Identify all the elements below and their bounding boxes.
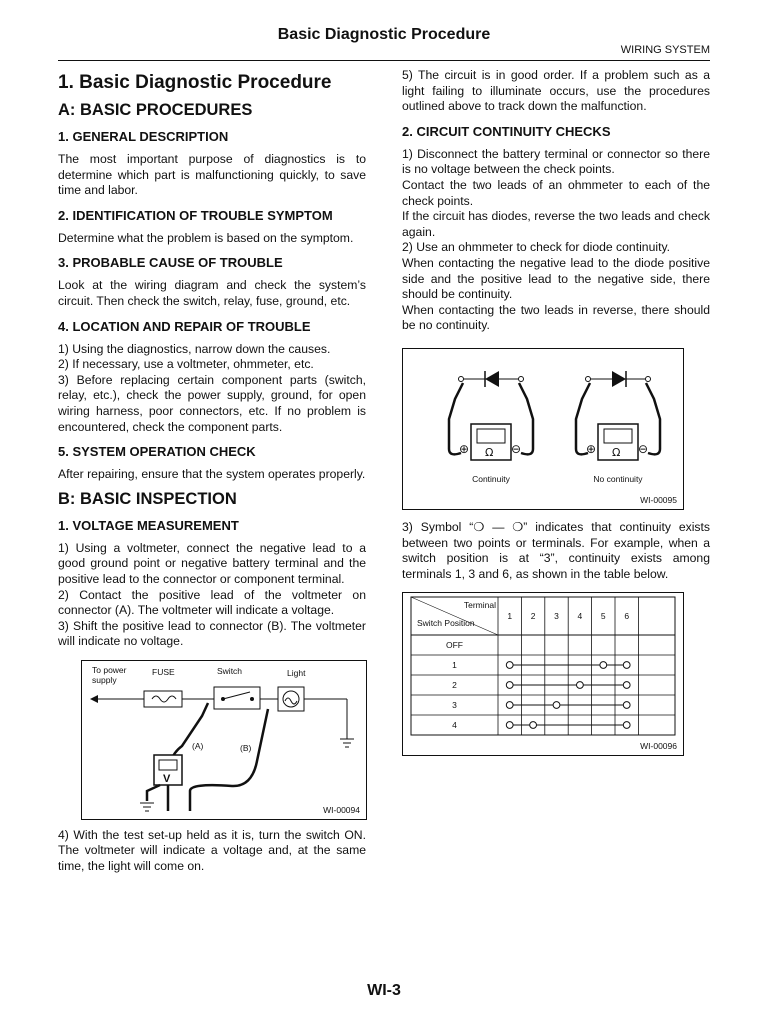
plus-terminal-icon: ⊕ (586, 441, 597, 456)
arrow-to-power-icon (90, 695, 98, 703)
terminal-number: 4 (577, 611, 583, 622)
ohm-icon: Ω (485, 445, 494, 459)
voltmeter-display (159, 760, 177, 770)
general-description-heading: 1. GENERAL DESCRIPTION (58, 129, 229, 144)
continuity-symbol-text: 3) Symbol “❍ — ❍” indicates that continuity exists between two points or terminals. For example, when a switch position is at “3”, continuity exists among terminals 1, 3 and 6, as shown in the table below. (402, 519, 710, 581)
continuity-checks-heading: 2. CIRCUIT CONTINUITY CHECKS (402, 123, 611, 139)
continuity-line: When contacting the two leads in reverse, there should be no continuity. (402, 302, 710, 333)
voltage-measurement-text (58, 541, 366, 650)
trouble-symptom-heading: 2. IDENTIFICATION OF TROUBLE SYMPTOM (58, 207, 333, 223)
fuse-icon (144, 691, 182, 707)
probable-cause-text: Look at the wiring diagram and check the system’s circuit. Then check the switch, relay, fuse, ground, etc. (58, 278, 366, 308)
diode-icon (485, 371, 499, 387)
left-column (58, 68, 366, 881)
terminal-number: 1 (507, 611, 513, 622)
switch-contact-b (250, 697, 254, 701)
connector-a-label: (A) (192, 740, 204, 751)
diode-reversed-icon (612, 371, 626, 387)
terminal-number: 3 (554, 611, 559, 622)
negative-lead (147, 785, 160, 801)
continuity-point-icon (600, 662, 607, 669)
continuity-point-icon (623, 662, 630, 669)
power-label-line1: To power (92, 664, 127, 675)
voltage-step: 1) Using a voltmeter, connect the negative lead to a good ground point or negative battery terminal and the positive lead to the connector or component terminal. (58, 540, 366, 586)
switch-on-text: 4) With the test set-up held as it is, turn the switch ON. The voltmeter will indicate a voltage and, at the same time, the light will come on. (58, 827, 366, 874)
switch-position-label: OFF (446, 640, 463, 651)
figure-id: WI-00094 (323, 804, 360, 815)
continuity-point-icon (623, 722, 630, 729)
light-label: Light (287, 667, 306, 678)
voltage-step: 3) Shift the positive lead to connector (B). The voltmeter will indicate no voltage. (58, 618, 366, 649)
system-operation-heading: 5. SYSTEM OPERATION CHECK (58, 444, 256, 460)
location-repair-heading: 4. LOCATION AND REPAIR OF TROUBLE (58, 318, 311, 334)
location-repair-line: 3) Before replacing certain component parts (switch, relay, etc.), check the power supply, ground, for open wiring harness, poor connectors, etc. If no problem is encountered, check the component parts. (58, 372, 366, 434)
fuse-label: FUSE (152, 666, 175, 677)
section-a-heading: A: BASIC PROCEDURES (58, 101, 253, 119)
continuity-line: 1) Disconnect the battery terminal or connector so there is no voltage between the check points. (402, 146, 710, 177)
continuity-line: If the circuit has diodes, reverse the two leads and check again. (402, 209, 710, 239)
trouble-symptom-text: Determine what the problem is based on the symptom. (58, 230, 354, 245)
connector-b-label: (B) (240, 742, 252, 753)
header-divider (58, 60, 710, 61)
terminal-number: 5 (600, 611, 606, 622)
voltage-measurement-heading: 1. VOLTAGE MEASUREMENT (58, 517, 239, 533)
continuity-point-icon (506, 662, 513, 669)
continuity-point-icon (623, 682, 630, 689)
light-bulb-icon (283, 691, 299, 707)
no-continuity-label: No continuity (593, 473, 643, 484)
switch-position-label: 3 (452, 700, 457, 711)
continuity-test (449, 371, 533, 484)
page-header-section: WIRING SYSTEM (620, 44, 710, 56)
switch-label: Switch (217, 665, 243, 676)
location-repair-line: 2) If necessary, use a voltmeter, ohmmeter, etc. (58, 357, 314, 372)
continuity-point-icon (506, 702, 513, 709)
voltmeter-symbol: V (163, 772, 171, 785)
section-b-heading: B: BASIC INSPECTION (58, 489, 237, 508)
location-repair-line: 1) Using the diagnostics, narrow down the causes. (58, 341, 331, 356)
continuity-checks-text (402, 147, 710, 334)
figure-id: WI-00096 (640, 741, 677, 752)
power-label-line2: supply (92, 674, 117, 685)
continuity-point-icon (506, 682, 513, 689)
minus-terminal-icon: ⊖ (511, 441, 522, 456)
location-repair-text (58, 342, 366, 436)
diode-continuity-diagram (403, 349, 683, 509)
general-description-text: The most important purpose of diagnostics is to determine which part is malfunctioning quickly, to save time and labor. (58, 152, 366, 198)
voltage-circuit-diagram (82, 661, 366, 819)
page-header-title: Basic Diagnostic Procedure (277, 26, 491, 43)
switch-position-header: Switch Position (417, 618, 475, 629)
continuity-point-icon (553, 702, 560, 709)
switch-position-label: 1 (452, 660, 457, 671)
no-continuity-test (576, 371, 660, 484)
switch-position-label: 2 (452, 680, 457, 691)
terminal-number: 2 (530, 611, 536, 622)
voltage-measurement-figure (81, 660, 367, 820)
continuity-line: When contacting the negative lead to the diode positive side and the positive lead to the negative side, there should be continuity. (402, 255, 710, 302)
continuity-point-icon (623, 702, 630, 709)
probe-b-lead (190, 709, 268, 811)
figure-id: WI-00095 (640, 494, 677, 505)
switch-position-label: 4 (452, 720, 457, 731)
system-operation-text: After repairing, ensure that the system operates properly. (58, 467, 366, 482)
voltage-step: 2) Contact the positive lead of the voltmeter on connector (A). The voltmeter will indicate a voltage. (58, 587, 366, 618)
switch-continuity-table-figure (402, 592, 684, 756)
continuity-line: Contact the two leads of an ohmmeter to each of the check points. (402, 177, 710, 208)
continuity-line: 2) Use an ohmmeter to check for diode continuity. (402, 240, 671, 255)
probable-cause-heading: 3. PROBABLE CAUSE OF TROUBLE (58, 255, 283, 271)
ohm-icon: Ω (612, 445, 621, 459)
terminal-number: 6 (624, 611, 630, 622)
circuit-good-text: 5) The circuit is in good order. If a problem such as a light failing to illuminate occurs, use the procedures outlined above to track down the malfunction. (402, 68, 710, 114)
plus-terminal-icon: ⊕ (459, 441, 470, 456)
page-number: WI-3 (367, 982, 401, 999)
continuity-point-icon (577, 682, 584, 689)
continuity-point-icon (506, 722, 513, 729)
minus-terminal-icon: ⊖ (638, 441, 649, 456)
switch-continuity-table (403, 593, 683, 755)
terminal-header: Terminal (463, 600, 496, 611)
continuity-label: Continuity (472, 473, 510, 484)
continuity-point-icon (530, 722, 537, 729)
right-column (402, 68, 710, 756)
diode-continuity-figure (402, 348, 684, 510)
main-heading: 1. Basic Diagnostic Procedure (58, 72, 332, 93)
